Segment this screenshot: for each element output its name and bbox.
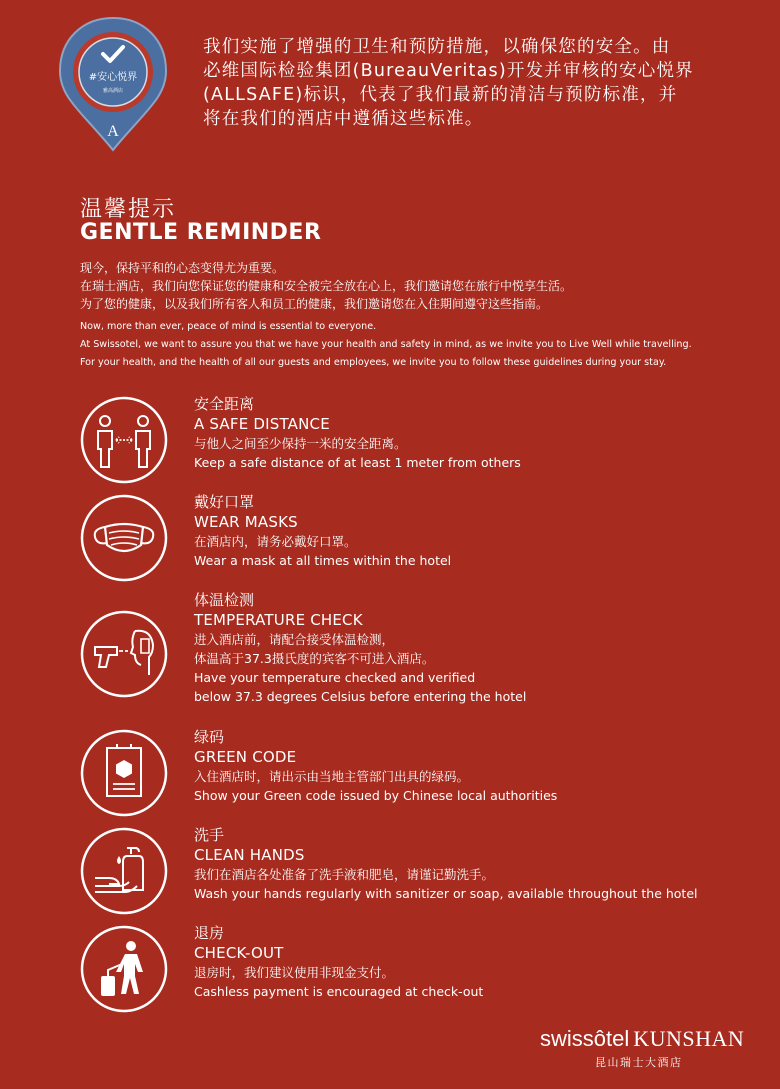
reminder-title-cn: 温馨提示: [80, 197, 177, 222]
guideline-title-en: WEAR MASKS: [194, 513, 298, 531]
guideline-safe-distance: [79, 395, 739, 491]
guideline-line-cn: 入住酒店时，请出示由当地主管部门出具的绿码。: [194, 769, 470, 784]
guideline-line-en: Keep a safe distance of at least 1 meter from others: [194, 455, 521, 470]
hand-wash-icon: [79, 826, 169, 916]
guideline-wear-masks: [79, 493, 739, 589]
guideline-line-en: Wear a mask at all times within the hotel: [194, 553, 452, 568]
hotel-logo: [540, 1026, 745, 1070]
reminder-line-cn: 为了您的健康，以及我们所有客人和员工的健康，我们邀请您在入住期间遵守这些指南。: [80, 297, 549, 311]
guideline-green-code: [79, 728, 739, 824]
intro-line: 将在我们的酒店中遵循这些标准。: [203, 109, 484, 129]
safe-distance-icon: [79, 395, 169, 485]
guideline-line-cn: 在酒店内，请务必戴好口罩。: [194, 534, 357, 549]
green-code-icon: [79, 728, 169, 818]
guideline-title-cn: 戴好口罩: [194, 493, 255, 511]
guideline-line-en: Wash your hands regularly with sanitizer or soap, available throughout the hotel: [194, 886, 698, 901]
brand-name: swissôtel: [540, 1026, 630, 1051]
mask-icon: [79, 493, 169, 583]
guideline-title-cn: 体温检测: [194, 591, 255, 609]
brand-city: KUNSHAN: [633, 1026, 745, 1051]
badge-sub-label: 雅高酒店: [102, 88, 124, 94]
reminder-paragraph-cn: [80, 259, 572, 313]
badge-brand-mark: A: [107, 123, 119, 140]
reminder-line-en: For your health, and the health of all our guests and employees, we invite you to follow these guidelines during your stay.: [80, 357, 667, 368]
guideline-title-en: TEMPERATURE CHECK: [194, 611, 363, 629]
guideline-title-en: CHECK-OUT: [194, 944, 284, 962]
reminder-line-cn: 在瑞士酒店，我们向您保证您的健康和安全被完全放在心上，我们邀请您在旅行中悦享生活。: [80, 279, 573, 293]
reminder-line-en: Now, more than ever, peace of mind is essential to everyone.: [80, 321, 377, 332]
guideline-line-en: Have your temperature checked and verified: [194, 670, 476, 685]
hotel-name-cn: 昆山瑞士大酒店: [595, 1056, 683, 1069]
reminder-line-cn: 现今，保持平和的心态变得尤为重要。: [80, 261, 285, 275]
intro-line: (ALLSAFE)标识，代表了我们最新的清洁与预防标准，并: [203, 85, 678, 105]
guideline-title-cn: 绿码: [194, 728, 225, 746]
guideline-title-en: CLEAN HANDS: [194, 846, 305, 864]
guideline-line-cn: 我们在酒店各处准备了洗手液和肥皂，请谨记勤洗手。: [194, 867, 495, 882]
guideline-line-en: below 37.3 degrees Celsius before entering the hotel: [194, 689, 527, 704]
guideline-line-cn: 进入酒店前，请配合接受体温检测，: [194, 632, 395, 647]
intro-line: 必维国际检验集团(BureauVeritas)开发并审核的安心悦界: [203, 61, 694, 81]
reminder-line-en: At Swissotel, we want to assure you that we have your health and safety in mind, as we invite you to Live Well while travelling.: [80, 339, 692, 350]
intro-line: 我们实施了增强的卫生和预防措施，以确保您的安全。由: [203, 37, 671, 57]
reminder-title-en: GENTLE REMINDER: [80, 220, 322, 245]
guideline-title-en: A SAFE DISTANCE: [194, 415, 330, 433]
guideline-line-cn: 体温高于37.3摄氏度的宾客不可进入酒店。: [194, 651, 435, 666]
guideline-title-cn: 洗手: [194, 826, 225, 844]
guideline-line-cn: 与他人之间至少保持一米的安全距离。: [194, 436, 407, 451]
thermometer-icon: [79, 609, 169, 699]
guideline-clean-hands: [79, 826, 739, 922]
guideline-title-en: GREEN CODE: [194, 748, 297, 766]
allsafe-badge: [54, 14, 172, 154]
intro-paragraph: [203, 35, 748, 131]
reminder-paragraph-en: [80, 318, 692, 372]
guideline-title-cn: 安全距离: [194, 395, 255, 413]
guideline-line-en: Show your Green code issued by Chinese local authorities: [194, 788, 558, 803]
checkout-traveler-icon: [79, 924, 169, 1014]
hotel-brand: [540, 1026, 745, 1052]
guideline-line-en: Cashless payment is encouraged at check-out: [194, 984, 484, 999]
badge-label: #安心悦界: [88, 72, 138, 83]
guideline-temperature-check: [79, 591, 739, 721]
guideline-title-cn: 退房: [194, 924, 225, 942]
guideline-check-out: [79, 924, 739, 1020]
guideline-line-cn: 退房时，我们建议使用非现金支付。: [194, 965, 395, 980]
